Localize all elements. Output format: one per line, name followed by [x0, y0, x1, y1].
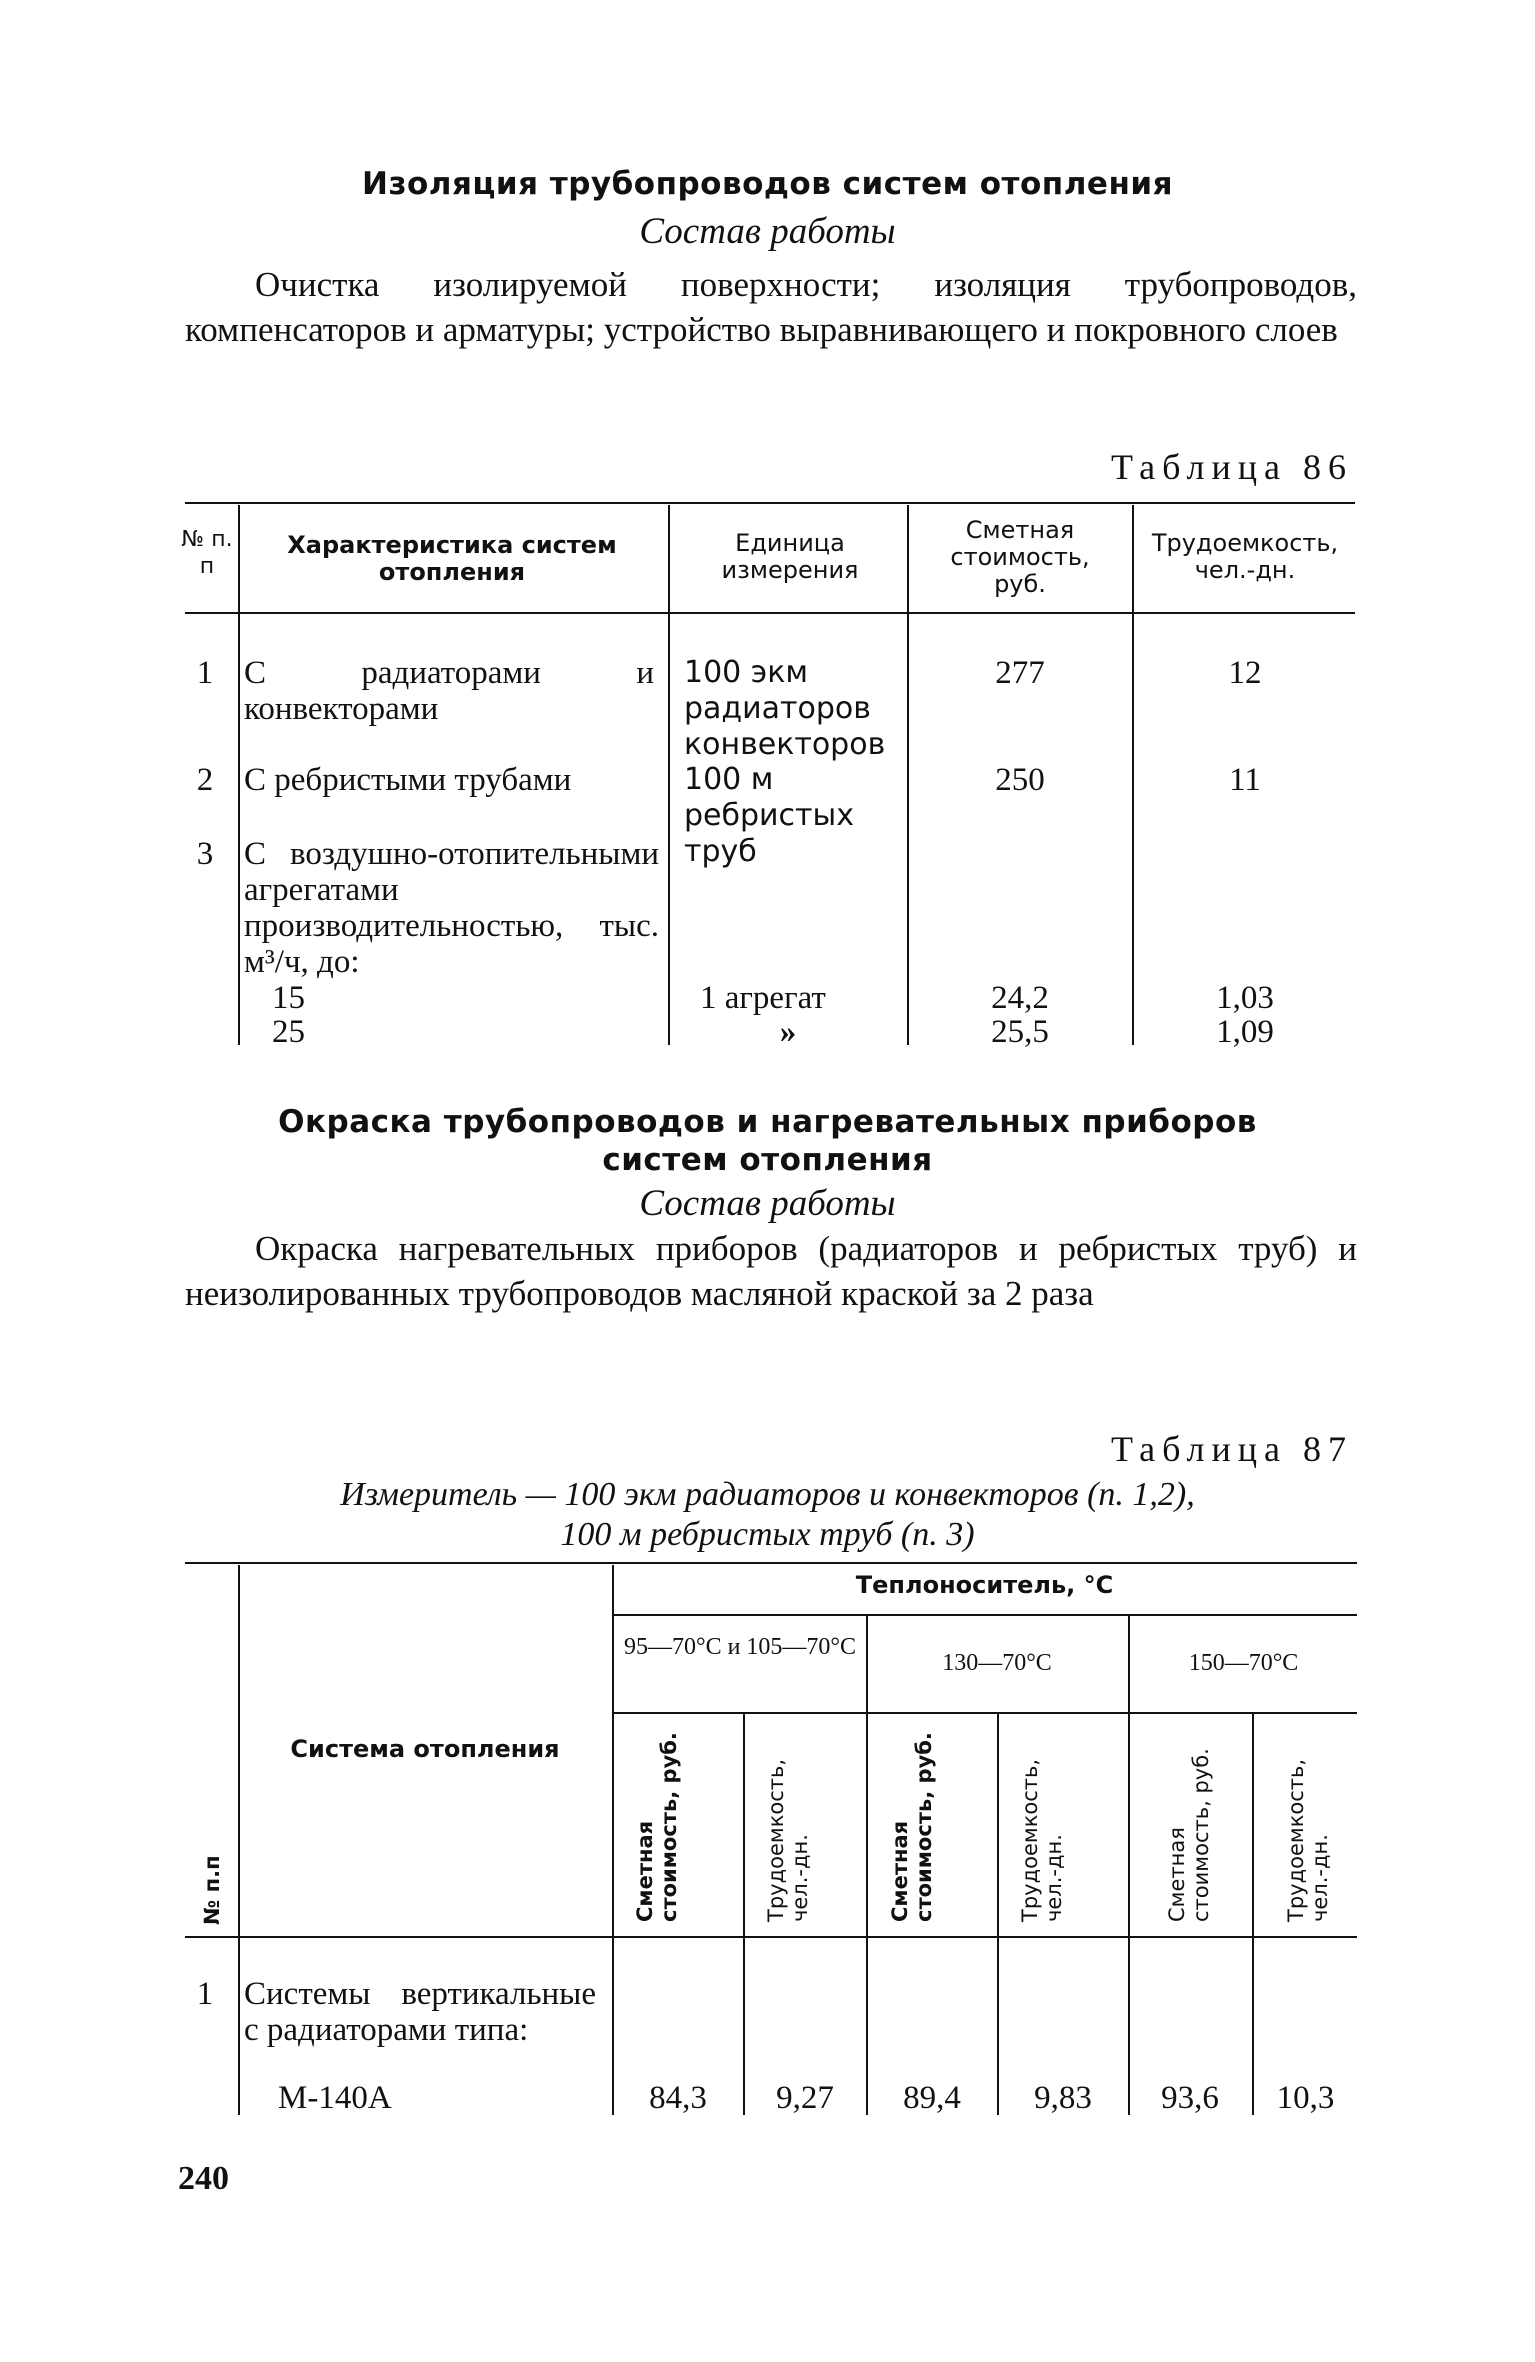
table86-header-num: № п. п [181, 527, 233, 579]
table-row-system: М-140А [278, 2080, 392, 2116]
table87-header-system: Система отопления [290, 1735, 560, 1763]
table87-measure-line2: 100 м ребристых труб (п. 3) [560, 1516, 975, 1553]
table-row-unit: 100 экм радиаторов конвекторов [684, 655, 886, 762]
table-row-unit: 1 агрегат [700, 980, 826, 1016]
table-row-value: 9,27 [776, 2080, 834, 2116]
table-row-system: Системы вертикальные с радиаторами типа: [244, 1976, 596, 2048]
table-row-unit: » [779, 1014, 797, 1050]
table87-header-coolant: Теплоноситель, °С [855, 1571, 1114, 1599]
section2-paragraph: Окраска нагревательных приборов (радиаторов и ребристых труб) и неизолированных трубопроводов масляной краской за 2 раза [185, 1229, 1357, 1313]
table87-header-group-3: 150—70°С [1188, 1650, 1299, 1676]
table87-header-cost-2: Сметная стоимость, руб. [888, 1732, 936, 1922]
table-row-labor: 1,09 [1216, 1014, 1274, 1050]
section1-subtitle: Состав работы [639, 211, 896, 252]
table-row-characteristic: С ребристыми трубами [244, 762, 572, 798]
table-row-num: 2 [196, 762, 214, 798]
table87-header-cost-3: Сметная стоимость, руб. [1165, 1748, 1213, 1922]
section1-paragraph: Очистка изолируемой поверхности; изоляция трубопроводов, компенсаторов и арматуры; устройство выравнивающего и покровного слоев [185, 265, 1357, 349]
table-row-cost: 250 [995, 762, 1045, 798]
table-row-characteristic: С воздушно-отопительными агрегатами производительностью, тыс. м³/ч, до: [244, 836, 659, 980]
table-row-value: 9,83 [1034, 2080, 1092, 2116]
table86-header-labor: Трудоемкость, чел.-дн. [1151, 529, 1339, 584]
table-row-labor: 1,03 [1216, 980, 1274, 1016]
table87-header-cost-1: Сметная стоимость, руб. [633, 1732, 681, 1922]
section2-title-line1: Окраска трубопроводов и нагревательных приборов [278, 1104, 1257, 1140]
table87-measure-line1: Измеритель — 100 экм радиаторов и конвекторов (п. 1,2), [340, 1476, 1195, 1513]
section2-title-line2: систем отопления [602, 1142, 933, 1178]
table-row-labor: 11 [1229, 762, 1261, 798]
table87-header-labor-1: Трудоемкость, чел.-дн. [764, 1758, 812, 1922]
table-row-num: 3 [196, 836, 214, 872]
table87-header-labor-3: Трудоемкость, чел.-дн. [1284, 1758, 1332, 1922]
table-row-characteristic: 15 [272, 980, 305, 1016]
table86-header-characteristic: Характеристика систем отопления [287, 531, 617, 586]
table86-label: Таблица 86 [1111, 447, 1353, 487]
table-row-value: 84,3 [649, 2080, 707, 2116]
table87-header-num: № п.п [200, 1855, 224, 1925]
table-row-cost: 277 [995, 655, 1045, 691]
table86-header-cost: Сметная стоимость, руб. [950, 516, 1090, 598]
table-row-value: 93,6 [1161, 2080, 1219, 2116]
table87-header-group-1: 95—70°С и 105—70°С [623, 1634, 857, 1660]
table86-header-unit: Единица измерения [721, 529, 859, 584]
table-row-cost: 24,2 [991, 980, 1049, 1016]
table-row-value: 10,3 [1276, 2080, 1335, 2116]
table87-header-group-2: 130—70°С [942, 1650, 1052, 1676]
section1-title: Изоляция трубопроводов систем отопления [362, 166, 1173, 202]
table-row-characteristic: 25 [272, 1014, 305, 1050]
table-row-num: 1 [196, 1976, 214, 2012]
table-row-labor: 12 [1228, 655, 1262, 691]
table-row-unit: 100 м ребристых труб [684, 762, 854, 869]
table87-label: Таблица 87 [1111, 1429, 1353, 1469]
page-number: 240 [178, 2160, 229, 2197]
table-row-characteristic: С радиаторами и конвекторами [244, 655, 654, 727]
table-row-num: 1 [196, 655, 214, 691]
table-row-cost: 25,5 [991, 1014, 1049, 1050]
table87-header-labor-2: Трудоемкость, чел.-дн. [1018, 1758, 1066, 1922]
table-row-value: 89,4 [903, 2080, 961, 2116]
section2-subtitle: Состав работы [639, 1183, 896, 1224]
